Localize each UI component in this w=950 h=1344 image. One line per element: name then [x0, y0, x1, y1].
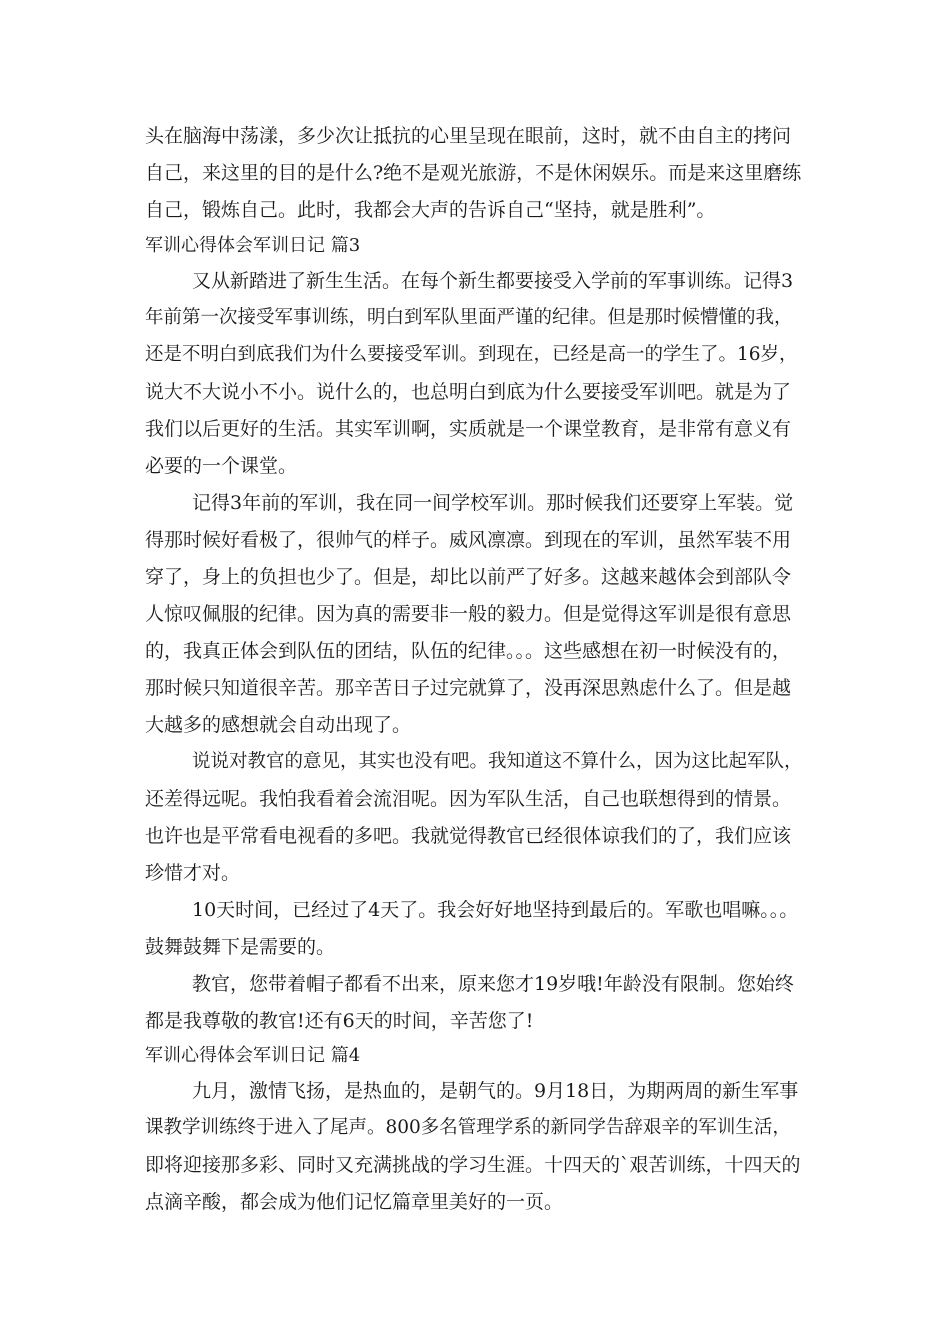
paragraph-line: 说大不大说小不小。说什么的，也总明白到底为什么要接受军训吧。就是为了: [145, 381, 792, 403]
paragraph-line: 还差得远呢。我怕我看着会流泪呢。因为军队生活，自己也联想得到的情景。: [145, 788, 792, 810]
paragraph-line: 记得3年前的军训，我在同一间学校军训。那时候我们还要穿上军装。觉: [192, 492, 794, 514]
paragraph-line: 教官，您带着帽子都看不出来，原来您才19岁哦!年龄没有限制。您始终: [192, 973, 794, 995]
paragraph-line: 课教学训练终于进入了尾声。800多名管理学系的新同学告辞艰辛的军训生活，: [145, 1117, 791, 1138]
paragraph-line: 我们以后更好的生活。其实军训啊，实质就是一个课堂教育，是非常有意义有: [145, 418, 792, 440]
paragraph-line: 珍惜才对。: [145, 862, 241, 884]
paragraph-line: 头在脑海中荡漾，多少次让抵抗的心里呈现在眼前，这时，就不由自主的拷问: [145, 125, 792, 147]
section-heading: 军训心得体会军训日记 篇4: [145, 1045, 361, 1066]
paragraph-line: 又从新踏进了新生生活。在每个新生都要接受入学前的军事训练。记得3: [192, 270, 794, 292]
paragraph-line: 还是不明白到底我们为什么要接受军训。到现在，已经是高一的学生了。16岁，: [145, 344, 798, 365]
paragraph-line: 穿了，身上的负担也少了。但是，却比以前严了好多。这越来越体会到部队令: [145, 566, 792, 588]
section-heading: 军训心得体会军训日记 篇3: [145, 235, 361, 256]
paragraph-line: 都是我尊敬的教官!还有6天的时间，辛苦您了!: [145, 1010, 534, 1032]
paragraph-line: 的，我真正体会到队伍的团结，队伍的纪律。。。这些感想在初一时候没有的，: [145, 640, 792, 662]
paragraph-line: 说说对教官的意见，其实也没有吧。我知道这不算什么，因为这比起军队，: [192, 751, 803, 772]
paragraph-line: 10天时间，已经过了4天了。我会好好地坚持到最后的。军歌也唱嘛。。。: [192, 899, 799, 921]
paragraph-line: 人惊叹佩服的纪律。因为真的需要非一般的毅力。但是觉得这军训是很有意思: [145, 603, 792, 625]
paragraph-line: 也许也是平常看电视看的多吧。我就觉得教官已经很体谅我们的了，我们应该: [145, 825, 792, 847]
paragraph-line: 即将迎接那多彩、同时又充满挑战的学习生涯。十四天的`艰苦训练，十四天的: [145, 1154, 801, 1176]
paragraph-line: 九月，激情飞扬，是热血的，是朝气的。9月18日，为期两周的新生军事: [192, 1080, 799, 1102]
paragraph-line: 点滴辛酸，都会成为他们记忆篇章里美好的一页。: [145, 1191, 564, 1213]
paragraph-line: 那时候只知道很辛苦。那辛苦日子过完就算了，没再深思熟虑什么了。但是越: [145, 677, 792, 699]
paragraph-line: 大越多的感想就会自动出现了。: [145, 714, 412, 736]
paragraph-line: 必要的一个课堂。: [145, 455, 298, 477]
paragraph-line: 自己，锻炼自己。此时，我都会大声的告诉自己“坚持，就是胜利”。: [145, 199, 716, 221]
paragraph-line: 自己，来这里的目的是什么?绝不是观光旅游，不是休闲娱乐。而是来这里磨练: [145, 162, 802, 184]
paragraph-line: 得那时候好看极了，很帅气的样子。威风凛凛。到现在的军训，虽然军装不用: [145, 529, 792, 551]
paragraph-line: 鼓舞鼓舞下是需要的。: [145, 936, 336, 958]
paragraph-line: 年前第一次接受军事训练，明白到军队里面严谨的纪律。但是那时候懵懂的我，: [145, 307, 793, 328]
